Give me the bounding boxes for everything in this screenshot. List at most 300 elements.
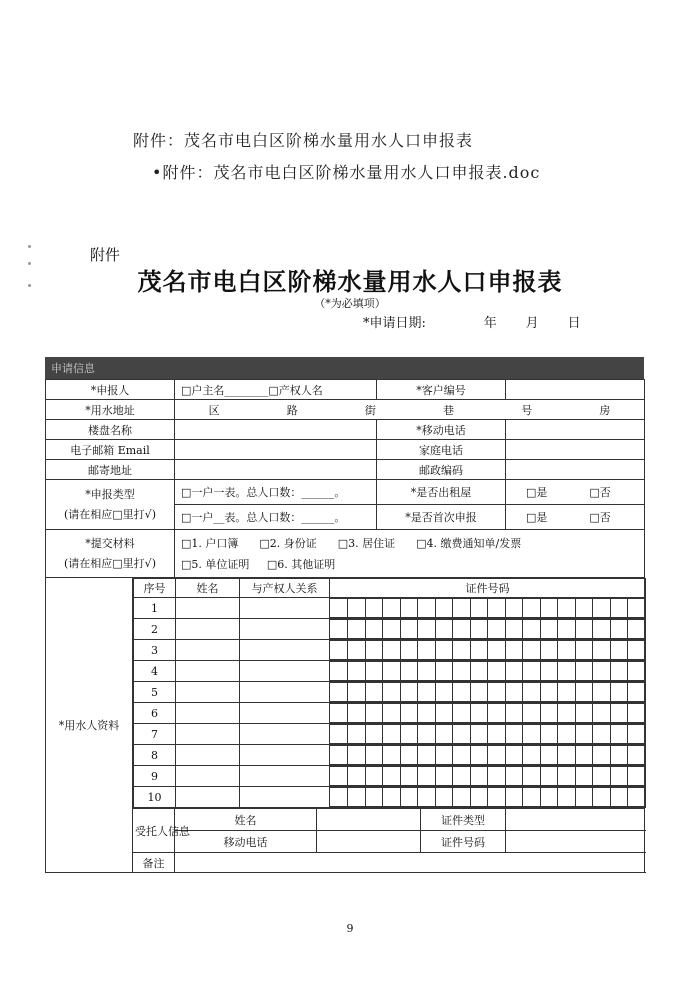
id-digit-box[interactable] [418,641,436,660]
material-bill-checkbox[interactable]: □4. 缴费通知单/发票 [416,536,522,550]
resident-seq: 10 [134,787,176,808]
id-digit-box[interactable] [365,767,383,786]
id-digit-box[interactable] [470,620,488,639]
id-digit-box[interactable] [348,767,366,786]
id-digit-box[interactable] [470,641,488,660]
material-residence-permit-checkbox[interactable]: □3. 居住证 [337,536,396,550]
id-digit-box[interactable] [505,767,523,786]
email-field[interactable] [175,440,377,460]
resident-seq: 6 [134,703,176,724]
id-digit-box[interactable] [610,683,628,702]
id-digit-box[interactable] [418,599,436,618]
resident-id-number-field[interactable] [330,703,646,724]
id-digit-box[interactable] [435,683,453,702]
resident-seq: 4 [134,661,176,682]
resident-name-field[interactable] [176,766,240,787]
id-digit-box[interactable] [488,767,506,786]
id-digit-box[interactable] [558,662,576,681]
id-digit-box[interactable] [453,662,471,681]
id-digit-box[interactable] [505,683,523,702]
id-digit-box[interactable] [470,746,488,765]
id-digit-box[interactable] [435,599,453,618]
resident-relation-field[interactable] [240,661,330,682]
id-digit-box[interactable] [540,725,558,744]
id-digit-box[interactable] [453,641,471,660]
col-header-relation: 与产权人关系 [240,579,330,598]
id-digit-box[interactable] [383,662,401,681]
attachment-label: 附件 [90,246,121,264]
id-digit-box[interactable] [488,788,506,807]
agent-id-no-label: 证件号码 [421,831,506,853]
id-digit-box[interactable] [470,662,488,681]
id-digit-box[interactable] [470,599,488,618]
building-field[interactable] [175,420,377,440]
id-digit-box[interactable] [610,662,628,681]
address-district: 区 [208,403,220,417]
material-idcard-checkbox[interactable]: □2. 身份证 [259,536,317,550]
resident-id-number-field[interactable] [330,619,646,640]
id-digit-box[interactable] [348,725,366,744]
id-digit-box[interactable] [383,683,401,702]
id-digit-box[interactable] [348,641,366,660]
id-digit-box[interactable] [470,725,488,744]
resident-seq: 1 [134,598,176,619]
residents-table-cell [133,578,645,809]
material-hukou-checkbox[interactable]: □1. 户口簿 [181,536,239,550]
id-digit-box[interactable] [365,725,383,744]
id-digit-box[interactable] [610,641,628,660]
id-digit-box[interactable] [505,641,523,660]
mail-address-field[interactable] [175,460,377,480]
resident-id-number-field[interactable] [330,640,646,661]
id-digit-box[interactable] [610,725,628,744]
mobile-field[interactable] [506,420,645,440]
id-digit-box[interactable] [558,599,576,618]
home-phone-field[interactable] [506,440,645,460]
id-digit-box[interactable] [558,746,576,765]
id-digit-box[interactable] [400,704,418,723]
id-digit-box[interactable] [330,767,348,786]
id-digit-box[interactable] [330,683,348,702]
id-digit-box[interactable] [540,620,558,639]
id-digit-box[interactable] [575,662,593,681]
id-digit-box[interactable] [488,746,506,765]
id-digit-box[interactable] [365,704,383,723]
id-digit-box[interactable] [558,641,576,660]
id-digit-box[interactable] [610,599,628,618]
id-digit-box[interactable] [505,620,523,639]
id-digit-box[interactable] [628,683,646,702]
id-digit-box[interactable] [540,683,558,702]
materials-options [175,530,645,578]
id-digit-box[interactable] [418,704,436,723]
id-digit-box[interactable] [593,746,611,765]
resident-id-number-field[interactable] [330,661,646,682]
resident-seq: 2 [134,619,176,640]
resident-relation-field[interactable] [240,724,330,745]
address-number: 号 [521,403,533,417]
resident-seq: 9 [134,766,176,787]
resident-id-number-field[interactable] [330,598,646,619]
id-digit-box[interactable] [540,599,558,618]
id-digit-box[interactable] [435,746,453,765]
id-digit-box[interactable] [610,788,628,807]
id-digit-box[interactable] [575,599,593,618]
postcode-field[interactable] [506,460,645,480]
id-digit-box[interactable] [523,788,541,807]
resident-relation-field[interactable] [240,745,330,766]
id-digit-box[interactable] [523,641,541,660]
id-digit-box[interactable] [488,683,506,702]
id-digit-box[interactable] [505,725,523,744]
email-label: 电子邮箱 Email [46,440,175,460]
id-digit-box[interactable] [400,620,418,639]
id-digit-box[interactable] [505,788,523,807]
id-digit-box[interactable] [593,704,611,723]
type-option-multi-meter[interactable]: □一户__表。总人口数：______。 [175,505,377,530]
id-digit-box[interactable] [523,767,541,786]
rented-yes-checkbox[interactable]: □是 [526,486,548,500]
address-street: 街 [364,403,376,417]
id-digit-box[interactable] [383,620,401,639]
id-digit-box[interactable] [330,788,348,807]
id-digit-box[interactable] [365,746,383,765]
id-digit-box[interactable] [383,641,401,660]
type-label-cell [46,480,175,530]
id-digit-box[interactable] [365,662,383,681]
id-digit-box[interactable] [400,641,418,660]
remarks-field[interactable] [175,853,645,873]
id-digit-box[interactable] [593,641,611,660]
id-digit-box[interactable] [330,725,348,744]
id-digit-box[interactable] [488,704,506,723]
type-hint: (请在相应□里打√) [64,507,156,521]
id-digit-box[interactable] [488,641,506,660]
resident-id-number-field[interactable] [330,724,646,745]
customer-no-field[interactable] [506,380,645,400]
id-digit-box[interactable] [488,620,506,639]
materials-label-cell [46,530,175,578]
id-digit-box[interactable] [593,662,611,681]
id-digit-box[interactable] [400,746,418,765]
resident-name-field[interactable] [176,787,240,808]
postcode-label: 邮政编码 [377,460,506,480]
id-digit-box[interactable] [383,746,401,765]
remarks-label: 备注 [133,853,175,873]
id-digit-box[interactable] [558,725,576,744]
id-digit-box[interactable] [400,662,418,681]
resident-row [134,598,646,619]
id-digit-box[interactable] [523,683,541,702]
id-digit-box[interactable] [365,599,383,618]
id-digit-box[interactable] [330,641,348,660]
resident-name-field[interactable] [176,640,240,661]
rented-label: *是否出租屋 [377,480,506,505]
id-digit-box[interactable] [383,788,401,807]
mobile-label: *移动电话 [377,420,506,440]
id-digit-box[interactable] [540,746,558,765]
customer-no-label: *客户编号 [377,380,506,400]
resident-name-field[interactable] [176,682,240,703]
resident-relation-field[interactable] [240,682,330,703]
id-digit-box[interactable] [453,599,471,618]
id-digit-box[interactable] [435,641,453,660]
id-digit-box[interactable] [610,704,628,723]
first-yes-checkbox[interactable]: □是 [526,511,548,525]
id-digit-box[interactable] [435,725,453,744]
id-digit-box[interactable] [558,767,576,786]
id-digit-box[interactable] [523,725,541,744]
id-digit-box[interactable] [348,683,366,702]
agent-mobile-label: 移动电话 [175,831,317,853]
agent-name-field[interactable] [317,809,421,831]
id-digit-box[interactable] [488,599,506,618]
resident-id-number-field[interactable] [330,766,646,787]
resident-id-number-field[interactable] [330,745,646,766]
id-digit-box[interactable] [418,767,436,786]
resident-relation-field[interactable] [240,598,330,619]
type-option-single-meter[interactable]: □一户一表。总人口数：______。 [175,480,377,505]
id-digit-box[interactable] [610,746,628,765]
id-digit-box[interactable] [400,767,418,786]
id-digit-box[interactable] [348,788,366,807]
resident-name-field[interactable] [176,619,240,640]
id-digit-box[interactable] [558,788,576,807]
resident-name-field[interactable] [176,703,240,724]
resident-relation-field[interactable] [240,787,330,808]
resident-seq: 7 [134,724,176,745]
id-digit-box[interactable] [558,704,576,723]
resident-relation-field[interactable] [240,640,330,661]
id-digit-box[interactable] [575,767,593,786]
id-digit-box[interactable] [575,788,593,807]
id-digit-box[interactable] [575,620,593,639]
resident-seq: 8 [134,745,176,766]
id-digit-box[interactable] [593,599,611,618]
id-digit-box[interactable] [593,683,611,702]
col-header-name: 姓名 [176,579,240,598]
resident-relation-field[interactable] [240,619,330,640]
id-digit-box[interactable] [330,704,348,723]
id-digit-box[interactable] [435,704,453,723]
address-road: 路 [286,403,298,417]
resident-id-number-field[interactable] [330,682,646,703]
resident-row [134,724,646,745]
id-digit-box[interactable] [435,620,453,639]
applicant-options[interactable]: □户主名________□产权人名 [175,380,377,400]
resident-seq: 5 [134,682,176,703]
resident-row [134,745,646,766]
id-digit-box[interactable] [540,704,558,723]
id-digit-box[interactable] [330,620,348,639]
first-apply-label: *是否首次申报 [377,505,506,530]
id-digit-box[interactable] [628,641,646,660]
id-digit-box[interactable] [593,620,611,639]
id-digit-box[interactable] [628,620,646,639]
id-digit-box[interactable] [418,620,436,639]
id-digit-box[interactable] [400,599,418,618]
id-digit-box[interactable] [558,683,576,702]
id-digit-box[interactable] [330,746,348,765]
id-digit-box[interactable] [418,788,436,807]
id-digit-box[interactable] [523,599,541,618]
id-digit-box[interactable] [628,599,646,618]
id-digit-box[interactable] [540,662,558,681]
id-digit-box[interactable] [540,767,558,786]
id-digit-box[interactable] [593,788,611,807]
rented-no-checkbox[interactable]: □否 [589,486,611,500]
id-digit-box[interactable] [575,641,593,660]
id-digit-box[interactable] [523,662,541,681]
id-digit-box[interactable] [523,704,541,723]
id-digit-box[interactable] [400,725,418,744]
type-label: *申报类型 [85,487,135,501]
id-digit-box[interactable] [505,662,523,681]
id-digit-box[interactable] [348,662,366,681]
scan-mark [28,245,31,248]
form-title: 茂名市电白区阶梯水量用水人口申报表 [137,267,563,296]
id-digit-box[interactable] [453,704,471,723]
col-header-seq: 序号 [134,579,176,598]
id-digit-box[interactable] [383,725,401,744]
id-digit-box[interactable] [628,662,646,681]
agent-id-no-field[interactable] [506,831,645,853]
resident-relation-field[interactable] [240,703,330,724]
id-digit-box[interactable] [523,620,541,639]
application-date: *申请日期: 年 月 日 [363,316,581,331]
materials-hint: (请在相应□里打√) [64,556,156,570]
id-digit-box[interactable] [575,704,593,723]
resident-row [134,661,646,682]
section-header: 申请信息 [45,357,644,379]
id-digit-box[interactable] [628,725,646,744]
id-digit-box[interactable] [575,725,593,744]
id-digit-box[interactable] [488,662,506,681]
col-header-id-number: 证件号码 [330,579,646,598]
id-digit-box[interactable] [453,746,471,765]
id-digit-box[interactable] [558,620,576,639]
attachment-link[interactable]: •附件：茂名市电白区阶梯水量用水人口申报表.doc [152,163,541,182]
id-digit-box[interactable] [523,746,541,765]
id-digit-box[interactable] [470,788,488,807]
id-digit-box[interactable] [593,725,611,744]
id-digit-box[interactable] [575,683,593,702]
address-room: 房 [599,403,611,417]
id-digit-box[interactable] [400,683,418,702]
id-digit-box[interactable] [610,620,628,639]
resident-name-field[interactable] [176,745,240,766]
id-digit-box[interactable] [470,683,488,702]
id-digit-box[interactable] [505,704,523,723]
id-digit-box[interactable] [453,620,471,639]
mail-address-label: 邮寄地址 [46,460,175,480]
id-digit-box[interactable] [628,767,646,786]
first-apply-options[interactable] [506,505,645,530]
id-digit-box[interactable] [435,767,453,786]
id-digit-box[interactable] [330,599,348,618]
id-digit-box[interactable] [348,704,366,723]
id-digit-box[interactable] [365,620,383,639]
id-digit-box[interactable] [435,788,453,807]
resident-id-number-field[interactable] [330,787,646,808]
id-digit-box[interactable] [628,788,646,807]
id-digit-box[interactable] [418,725,436,744]
id-digit-box[interactable] [453,725,471,744]
id-digit-box[interactable] [505,746,523,765]
id-digit-box[interactable] [628,746,646,765]
id-digit-box[interactable] [348,599,366,618]
rented-options[interactable] [506,480,645,505]
address-field[interactable] [175,400,645,420]
id-digit-box[interactable] [453,788,471,807]
id-digit-box[interactable] [418,662,436,681]
id-digit-box[interactable] [540,641,558,660]
building-label: 楼盘名称 [46,420,175,440]
agent-id-type-field[interactable] [506,809,645,831]
id-digit-box[interactable] [365,788,383,807]
resident-relation-field[interactable] [240,766,330,787]
id-digit-box[interactable] [365,641,383,660]
id-digit-box[interactable] [418,683,436,702]
id-digit-box[interactable] [348,620,366,639]
home-phone-label: 家庭电话 [377,440,506,460]
agent-label: 受托人信息 [133,809,175,853]
id-digit-box[interactable] [383,599,401,618]
resident-name-field[interactable] [176,661,240,682]
id-digit-box[interactable] [453,767,471,786]
material-unit-proof-checkbox[interactable]: □5. 单位证明 [181,557,250,571]
id-digit-box[interactable] [330,662,348,681]
address-lane: 巷 [443,403,455,417]
agent-mobile-field[interactable] [317,831,421,853]
id-digit-box[interactable] [383,704,401,723]
applicant-label: *申报人 [46,380,175,400]
id-digit-box[interactable] [540,788,558,807]
id-digit-box[interactable] [470,704,488,723]
id-digit-box[interactable] [365,683,383,702]
id-digit-box[interactable] [453,683,471,702]
id-digit-box[interactable] [383,767,401,786]
first-no-checkbox[interactable]: □否 [589,511,611,525]
id-digit-box[interactable] [488,725,506,744]
id-digit-box[interactable] [470,767,488,786]
id-digit-box[interactable] [435,662,453,681]
residents-table [133,578,646,808]
resident-name-field[interactable] [176,724,240,745]
resident-row [134,787,646,808]
id-digit-box[interactable] [610,767,628,786]
id-digit-box[interactable] [400,788,418,807]
id-digit-box[interactable] [593,767,611,786]
id-digit-box[interactable] [575,746,593,765]
id-digit-box[interactable] [418,746,436,765]
material-other-proof-checkbox[interactable]: □6. 其他证明 [266,557,336,571]
required-note: （*为必填项） [314,297,386,310]
id-digit-box[interactable] [348,746,366,765]
application-form [45,379,645,873]
attachment-line-1: 附件：茂名市电白区阶梯水量用水人口申报表 [133,131,474,150]
resident-row [134,703,646,724]
residents-label: *用水人资料 [46,578,133,873]
resident-name-field[interactable] [176,598,240,619]
resident-row [134,640,646,661]
id-digit-box[interactable] [628,704,646,723]
resident-seq: 3 [134,640,176,661]
resident-row [134,682,646,703]
materials-label: *提交材料 [85,536,135,550]
agent-name-label: 姓名 [175,809,317,831]
id-digit-box[interactable] [505,599,523,618]
